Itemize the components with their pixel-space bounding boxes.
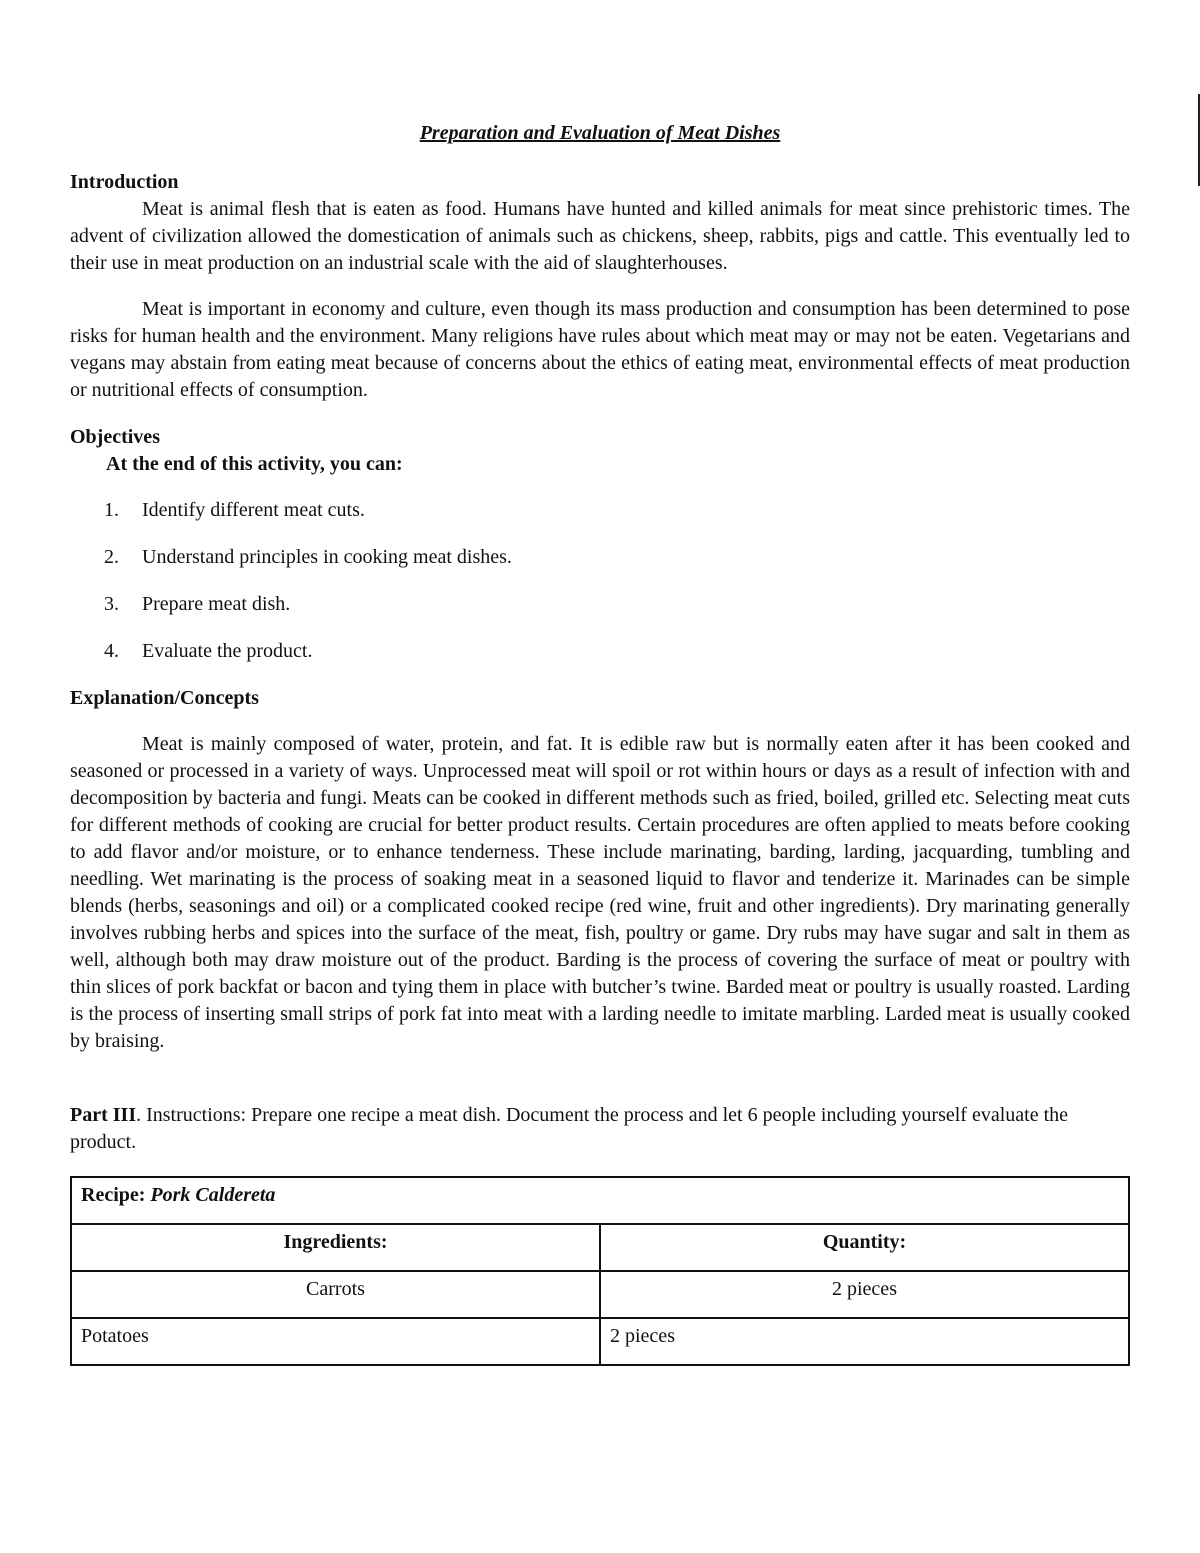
list-item-text: Prepare meat dish. (142, 593, 291, 615)
list-item-number: 1. (104, 499, 119, 521)
objectives-heading: Objectives (70, 426, 160, 448)
table-row (71, 1318, 1129, 1365)
ingredient-cell: Carrots (71, 1271, 600, 1318)
table-row (71, 1224, 1129, 1271)
ingredient-cell: Potatoes (71, 1318, 600, 1365)
concepts-heading: Explanation/Concepts (70, 687, 259, 709)
document-page (70, 120, 1130, 1366)
list-item-number: 2. (104, 546, 119, 568)
table-row (71, 1271, 1129, 1318)
list-item (70, 638, 1130, 665)
list-item (70, 497, 1130, 524)
recipe-name: Pork Caldereta (150, 1184, 276, 1206)
objectives-list (70, 497, 1130, 665)
list-item-text: Understand principles in cooking meat dishes. (142, 546, 512, 568)
recipe-label: Recipe: (81, 1184, 146, 1206)
introduction-paragraph-2: Meat is important in economy and culture, even though its mass production and consumption has been determined to pose risks for human health and the environment. Many religions have rules about which meat may or may not be eaten. Vegetarians and vegans may abstain from eating meat because of concerns about the ethics of eating meat, environmental effects of meat production or nutritional effects of consumption. (70, 298, 1130, 401)
column-header-quantity: Quantity: (600, 1224, 1129, 1271)
recipe-title-cell (71, 1177, 1129, 1224)
list-item (70, 591, 1130, 618)
quantity-cell: 2 pieces (600, 1318, 1129, 1365)
part3-label: Part III (70, 1104, 137, 1126)
list-item-text: Evaluate the product. (142, 640, 313, 662)
list-item-number: 3. (104, 593, 119, 615)
introduction-heading: Introduction (70, 171, 179, 193)
concepts-paragraph: Meat is mainly composed of water, protein, and fat. It is edible raw but is normally eaten after it has been cooked and seasoned or processed in a variety of ways. Unprocessed meat will spoil or rot within hours or days as a result of infection with and decomposition by bacteria and fungi. Meats can be cooked in different methods such as fried, boiled, grilled etc. Selecting meat cuts for different methods of cooking are crucial for better product results. Certain procedures are often applied to meats before cooking to add flavor and/or moisture, or to enhance tenderness. These include marinating, barding, larding, jacquarding, tumbling and needling. Wet marinating is the process of soaking meat in a seasoned liquid to flavor and tenderize it. Marinades can be simple blends (herbs, seasonings and oil) or a complicated cooked recipe (red wine, fruit and other ingredients). Dry marinating generally involves rubbing herbs and spices into the surface of the meat, fish, poultry or game. Dry rubs may have sugar and salt in them as well, although both may draw moisture out of the product. Barding is the process of covering the surface of meat or poultry with thin slices of pork backfat or bacon and tying them in place with butcher’s twine. Barded meat or poultry is usually roasted. Larding is the process of inserting small strips of pork fat into meat with a larding needle to imitate marbling. Larded meat is usually cooked by braising. (70, 733, 1130, 1052)
column-header-ingredients: Ingredients: (71, 1224, 600, 1271)
recipe-table (70, 1176, 1130, 1366)
document-title: Preparation and Evaluation of Meat Dishes (419, 122, 781, 144)
introduction-paragraph-1: Meat is animal flesh that is eaten as food. Humans have hunted and killed animals for meat since prehistoric times. The advent of civilization allowed the domestication of animals such as chickens, sheep, rabbits, pigs and cattle. This eventually led to their use in meat production on an industrial scale with the aid of slaughterhouses. (70, 198, 1130, 274)
quantity-cell: 2 pieces (600, 1271, 1129, 1318)
objectives-lead: At the end of this activity, you can: (106, 453, 403, 475)
list-item-number: 4. (104, 640, 119, 662)
part3-text: . Instructions: Prepare one recipe a meat dish. Document the process and let 6 people including yourself evaluate the product. (70, 1104, 1069, 1153)
table-row (71, 1177, 1129, 1224)
list-item-text: Identify different meat cuts. (142, 499, 365, 521)
list-item (70, 544, 1130, 571)
part3-instructions (70, 1102, 1130, 1156)
